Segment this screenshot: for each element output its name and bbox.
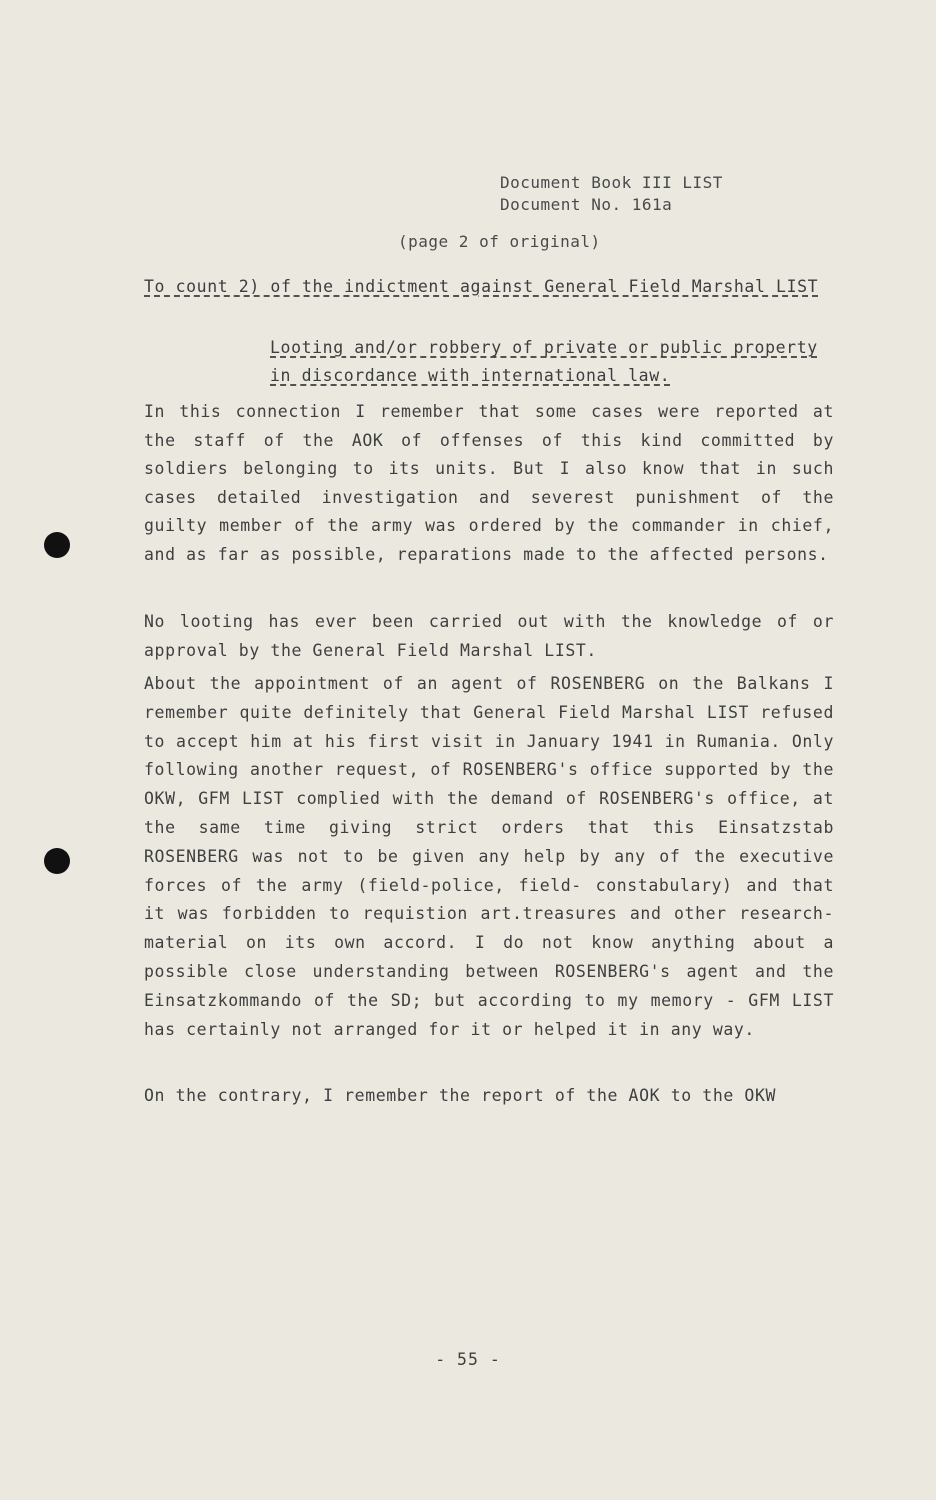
page-number: - 55 - (435, 1350, 501, 1369)
paragraph-1: In this connection I remember that some cases were reported at the staff of the AOK of offenses of this kind committed by soldiers belonging to its units. But I also know that in such cases detailed investigation and severest punishment of the guilty member of the army was ordered by the commander in chief, and as far as possible, reparations made to the affected persons. (144, 402, 834, 564)
document-number-label: Document No. 161a (500, 195, 673, 214)
count-heading-text: To count 2) of the indictment against General Field Marshal LIST (144, 277, 819, 296)
paragraph-3: About the appointment of an agent of ROSENBERG on the Balkans I remember quite definitely that General Field Marshal LIST refused to accept him at his first visit in January 1941 in Rumania. Only following another request, of ROSENBERG's office supported by the OKW, GFM LIST complied with the demand of ROSENBERG's office, at the same time giving strict orders that this Einsatzstab ROSENBERG was not to be given any help by any of the executive forces of the army (field-police, field- constabulary) and that it was forbidden to requistion art.treasures and other research-material on its own accord. I do not know anything about a possible close understanding between ROSENBERG's agent and the Einsatzkommando of the SD; but according to my memory - GFM LIST has certainly not arranged for it or helped it in any way. (144, 674, 834, 1039)
paragraph-4: On the contrary, I remember the report of the AOK to the OKW (144, 1086, 777, 1105)
count-heading (144, 272, 834, 302)
paragraph-2: No looting has ever been carried out with the knowledge of or approval by the General Field Marshal LIST. (144, 612, 834, 660)
document-header (500, 172, 723, 216)
page-of-original-note: (page 2 of original) (398, 232, 601, 251)
punch-hole-bottom (44, 848, 70, 874)
document-book-label: Document Book III LIST (500, 173, 723, 192)
section-subheading: Looting and/or robbery of private or public property in discordance with international law. (270, 338, 818, 385)
punch-hole-top (44, 532, 70, 558)
